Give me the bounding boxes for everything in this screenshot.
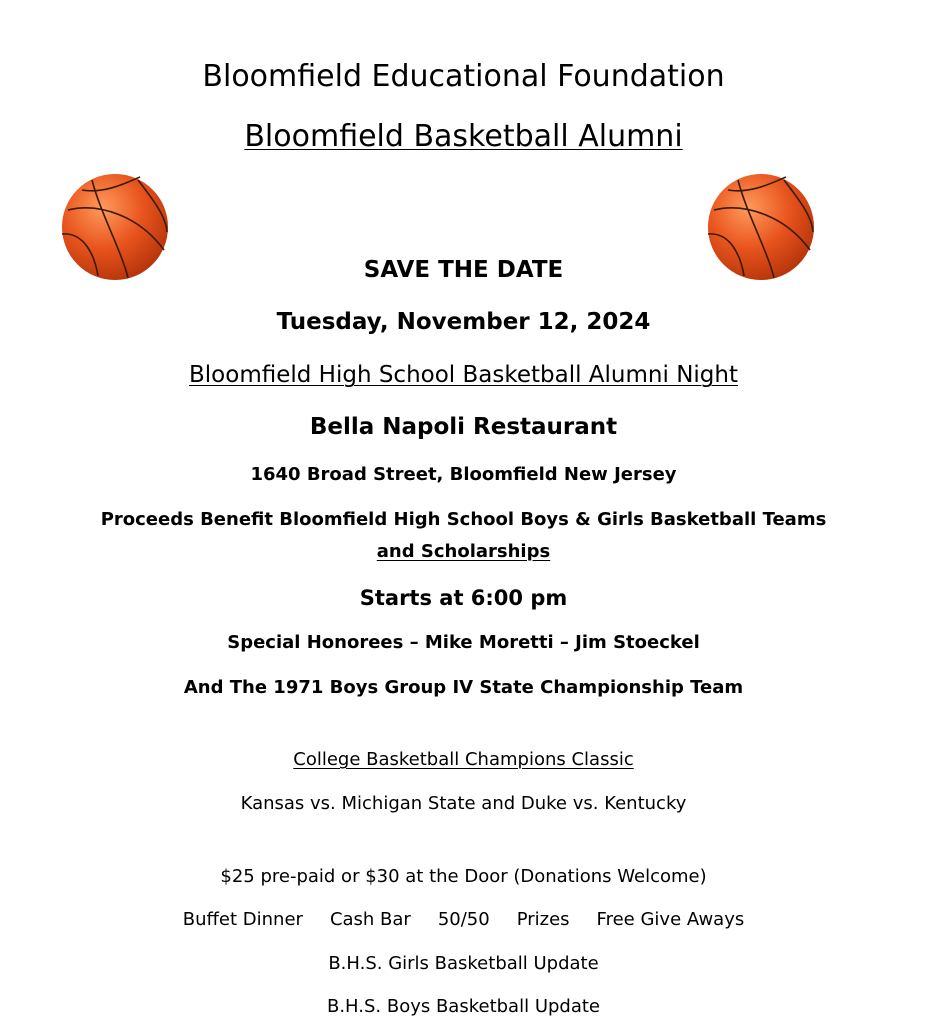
amenity-item: Cash Bar [329, 909, 411, 930]
amenity-item: Free Give Aways [596, 909, 745, 930]
start-time: Starts at 6:00 pm [359, 586, 568, 610]
amenities-row [0, 911, 927, 929]
classic-matchups: Kansas vs. Michigan State and Duke vs. Kentucky [240, 793, 687, 814]
girls-update: B.H.S. Girls Basketball Update [328, 953, 599, 974]
amenity-item: Buffet Dinner [182, 909, 303, 930]
venue-name: Bella Napoli Restaurant [309, 414, 618, 440]
save-the-date: SAVE THE DATE [363, 257, 564, 283]
amenity-item: 50/50 [437, 909, 490, 930]
championship-team: And The 1971 Boys Group IV State Championship Team [183, 677, 744, 698]
amenity-item: Prizes [516, 909, 570, 930]
honorees: Special Honorees – Mike Moretti – Jim Stoeckel [227, 632, 700, 653]
org-title: Bloomfield Educational Foundation [202, 59, 725, 94]
boys-update: B.H.S. Boys Basketball Update [326, 996, 601, 1017]
proceeds-line-1: Proceeds Benefit Bloomfield High School Boys & Girls Basketball Teams [100, 509, 827, 530]
classic-title: College Basketball Champions Classic [293, 749, 634, 770]
price-info: $25 pre-paid or $30 at the Door (Donations Welcome) [220, 866, 707, 887]
proceeds-line-2: and Scholarships [376, 541, 551, 562]
venue-address: 1640 Broad Street, Bloomfield New Jersey [250, 464, 677, 485]
event-date: Tuesday, November 12, 2024 [276, 309, 651, 335]
group-title: Bloomfield Basketball Alumni [244, 119, 683, 154]
event-name: Bloomfield High School Basketball Alumni Night [189, 362, 738, 388]
